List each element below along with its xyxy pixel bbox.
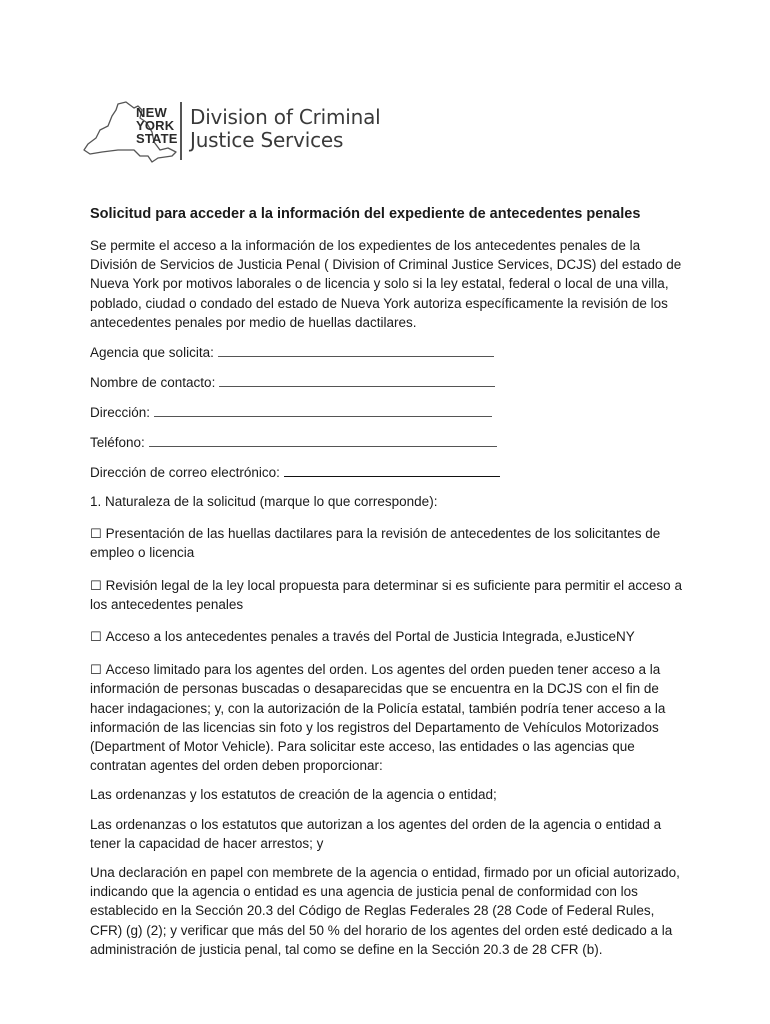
agency-input-line[interactable] — [218, 344, 494, 357]
email-label: Dirección de correo electrónico: — [90, 465, 280, 481]
nys-dcjs-logo — [82, 98, 382, 168]
requirement-item: Las ordenanzas y los estatutos de creación de la agencia o entidad; — [90, 787, 497, 803]
contact-input-line[interactable] — [219, 374, 495, 387]
checkbox-icon[interactable]: ☐ — [90, 526, 102, 542]
checkbox-icon[interactable]: ☐ — [90, 662, 102, 678]
option-label: Presentación de las huellas dactilares para la revisión de antecedentes de los solicitantes de empleo o licencia — [90, 526, 661, 561]
option-label: Acceso a los antecedentes penales a través del Portal de Justicia Integrada, eJusticeNY — [105, 629, 635, 645]
option-label: Acceso limitado para los agentes del orden. Los agentes del orden pueden tener acceso a la información de personas buscadas o desaparecidas que se encuentra en la DCJS con el fin de hacer indagaciones; y, con la autorización de la Policía estatal, también podría tener acceso a la información de las licencias sin foto y los registros del Departamento de Vehículos Motorizados (Department of Motor Vehicle). Para solicitar este acceso, las entidades o las agencias que contratan agentes del orden deben proporcionar: — [90, 662, 666, 774]
option-ejusticeny-access — [90, 627, 690, 646]
request-nature-question: 1. Naturaleza de la solicitud (marque lo que corresponde): — [90, 494, 438, 510]
checkbox-icon[interactable]: ☐ — [90, 577, 102, 593]
document-body — [90, 206, 690, 959]
intro-paragraph: Se permite el acceso a la información de los expedientes de los antecedentes penales de la División de Servicios de Justicia Penal ( Division of Criminal Justice Services, DCJS) del estado de Nueva York por motivos laborales o de licencia y solo si la ley estatal, federal o local de una villa, poblado, ciudad o condado del estado de Nueva York autoriza específicamente la revisión de los antecedentes penales por medio de huellas dactilares. — [90, 238, 682, 330]
logo-word-new: NEW — [136, 105, 167, 120]
phone-input-line[interactable] — [149, 434, 497, 447]
requirement-item: Las ordenanzas o los estatutos que autorizan a los agentes del orden de la agencia o entidad a tener la capacidad de hacer arrestos; y — [90, 816, 662, 851]
phone-label: Teléfono: — [90, 435, 145, 451]
checkbox-icon[interactable]: ☐ — [90, 629, 102, 645]
logo-divider — [180, 102, 182, 160]
option-fingerprint-review — [90, 524, 690, 562]
email-field — [90, 464, 690, 480]
agency-field — [90, 344, 690, 360]
option-label: Revisión legal de la ley local propuesta para determinar si es suficiente para permitir el acceso a los antecedentes penales — [90, 577, 682, 612]
phone-field — [90, 434, 690, 450]
option-law-enforcement-access — [90, 660, 690, 775]
address-input-line[interactable] — [154, 404, 492, 417]
address-label: Dirección: — [90, 405, 151, 421]
agency-label: Agencia que solicita: — [90, 345, 214, 361]
contact-label: Nombre de contacto: — [90, 375, 216, 391]
requirement-item: Una declaración en papel con membrete de la agencia o entidad, firmado por un oficial autorizado, indicando que la agencia o entidad es una agencia de justicia penal de conformidad con los establecido en la Sección 20.3 del Código de Reglas Federales 28 (28 Code of Federal Rules, CFR) (g) (2); y verificar que más del 50 % del horario de los agentes del orden esté dedicado a la administración de justicia penal, tal como se define en la Sección 20.3 de 28 CFR (b). — [90, 865, 680, 957]
email-input-line[interactable] — [284, 464, 500, 477]
contact-field — [90, 374, 690, 390]
address-field — [90, 404, 690, 420]
agency-name-line1: Division of Criminal — [190, 105, 381, 129]
document-title: Solicitud para acceder a la información del expediente de antecedentes penales — [90, 206, 641, 222]
option-legal-review — [90, 576, 690, 614]
logo-word-state: STATE — [136, 131, 178, 146]
agency-name-line2: Justice Services — [190, 128, 344, 152]
logo-word-york: YORK — [136, 118, 175, 133]
